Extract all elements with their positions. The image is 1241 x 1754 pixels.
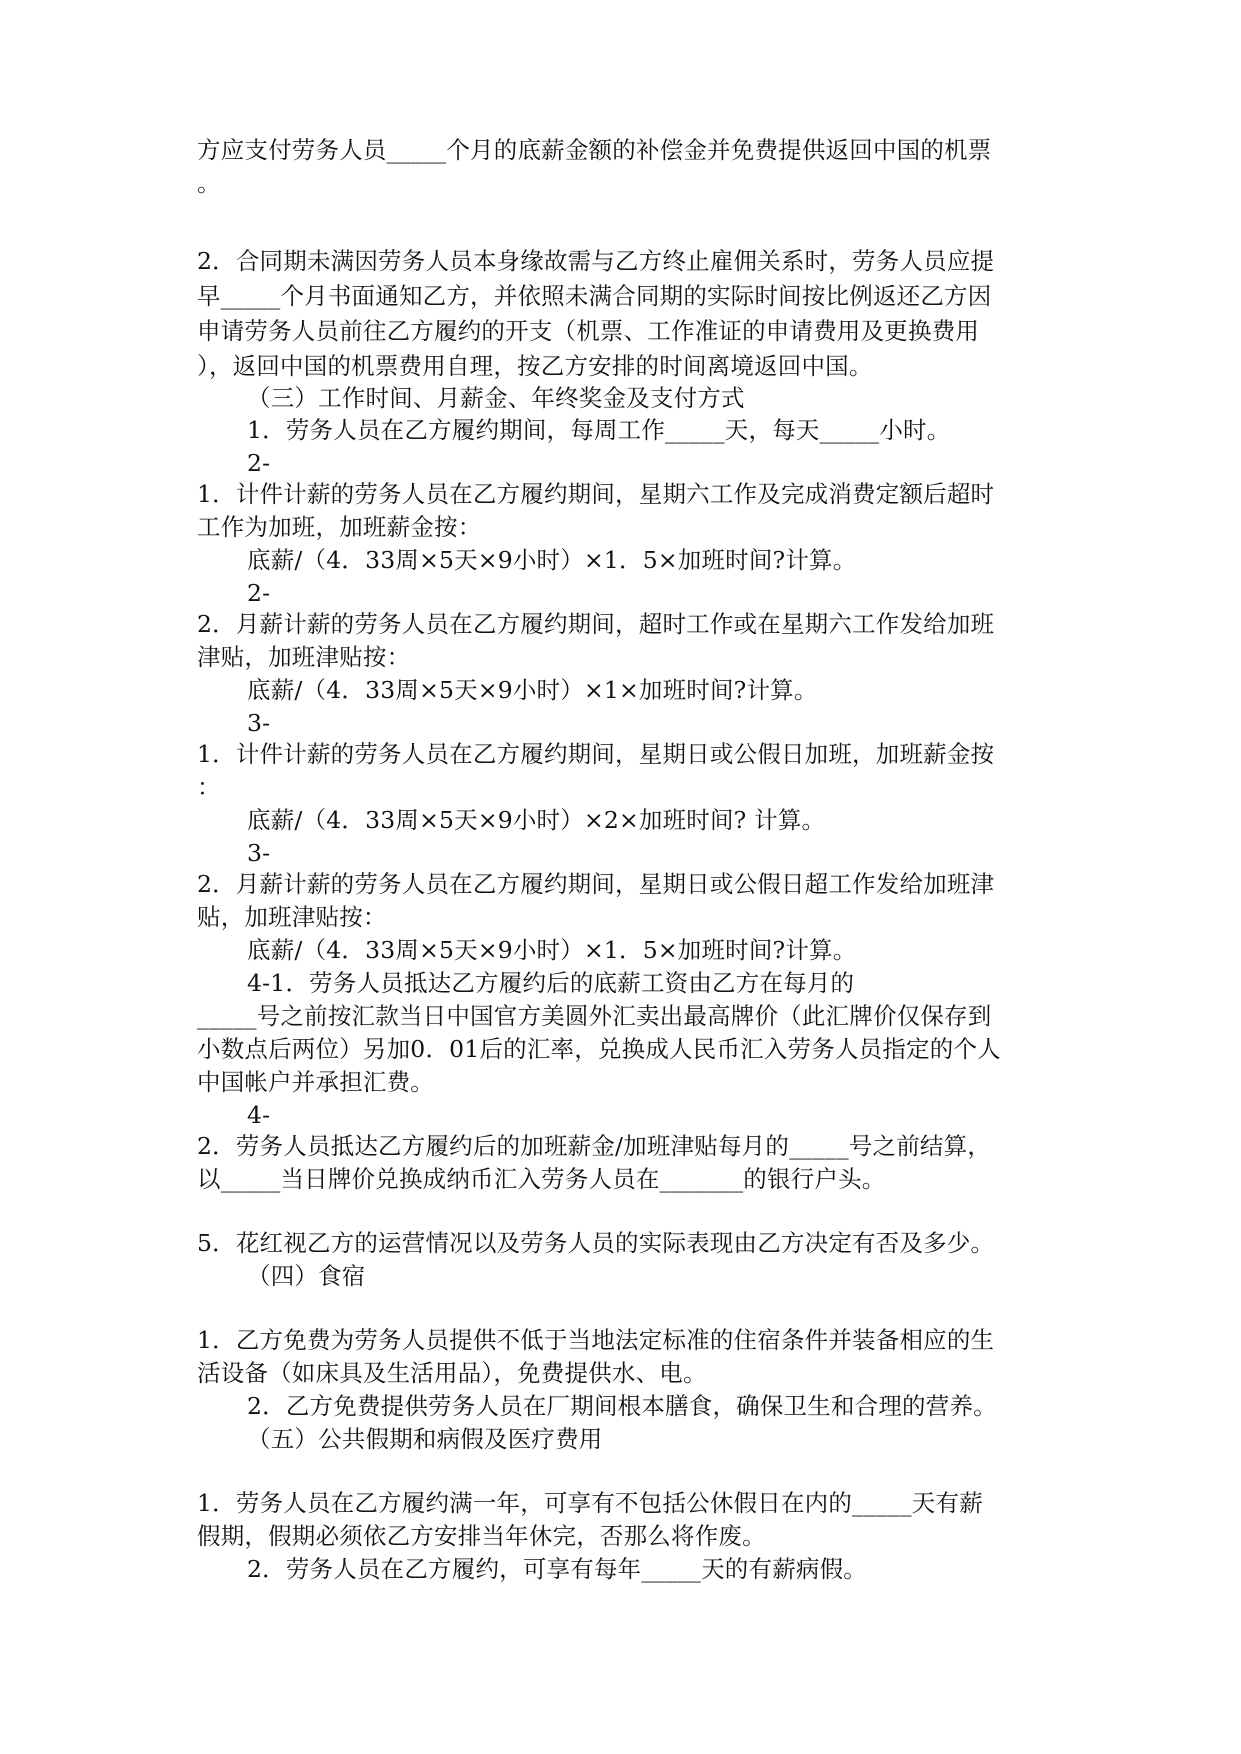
clause-number: 3- [247,839,271,867]
text-line: 早_____个月书面通知乙方，并依照未满合同期的实际时间按比例返还乙方因 [197,282,992,310]
formula-line: 底薪/（4．33周×5天×9小时）×1×加班时间?计算。 [247,676,818,704]
text-line: 小数点后两位）另加0．01后的汇率，兑换成人民币汇入劳务人员指定的个人 [197,1035,1001,1063]
text-line: 1．劳务人员在乙方履约期间，每周工作_____天，每天_____小时。 [247,416,951,444]
text-line: 2．乙方免费提供劳务人员在厂期间根本膳食，确保卫生和合理的营养。 [247,1392,997,1420]
formula-line: 底薪/（4．33周×5天×9小时）×2×加班时间? 计算。 [247,806,826,834]
text-line: 5．花红视乙方的运营情况以及劳务人员的实际表现由乙方决定有否及多少。 [197,1229,995,1257]
text-line: 2．月薪计薪的劳务人员在乙方履约期间，超时工作或在星期六工作发给加班 [197,610,995,638]
section-heading: （五）公共假期和病假及医疗费用 [247,1425,603,1453]
text-line: _____号之前按汇款当日中国官方美圆外汇卖出最高牌价（此汇牌价仅保存到 [197,1002,992,1030]
text-line: 以_____当日牌价兑换成纳币汇入劳务人员在_______的银行户头。 [197,1165,886,1193]
clause-number: 2- [247,579,271,607]
clause-number: 3- [247,709,271,737]
text-line: 1．劳务人员在乙方履约满一年，可享有不包括公休假日在内的_____天有薪 [197,1489,983,1517]
text-line: 2．劳务人员在乙方履约，可享有每年_____天的有薪病假。 [247,1555,868,1583]
text-line: 方应支付劳务人员_____个月的底薪金额的补偿金并免费提供返回中国的机票 [197,136,992,164]
text-line: 活设备（如床具及生活用品），免费提供水、电。 [197,1359,707,1387]
text-line: 中国帐户并承担汇费。 [197,1068,434,1096]
text-line: 。 [197,169,221,197]
text-line: 申请劳务人员前往乙方履约的开支（机票、工作准证的申请费用及更换费用 [197,317,980,345]
text-line: 2．劳务人员抵达乙方履约后的加班薪金/加班津贴每月的_____号之前结算， [197,1132,992,1160]
clause-number: 2- [247,449,271,477]
section-heading: （三）工作时间、月薪金、年终奖金及支付方式 [247,384,745,412]
section-heading: （四）食宿 [247,1262,366,1290]
text-line: ），返回中国的机票费用自理，按乙方安排的时间离境返回中国。 [197,352,873,380]
formula-line: 底薪/（4．33周×5天×9小时）×1．5×加班时间?计算。 [247,936,857,964]
formula-line: 底薪/（4．33周×5天×9小时）×1．5×加班时间?计算。 [247,546,857,574]
text-line: 贴，加班津贴按： [197,903,387,931]
text-line: 2．月薪计薪的劳务人员在乙方履约期间，星期日或公假日超工作发给加班津 [197,870,995,898]
text-line: 1．计件计薪的劳务人员在乙方履约期间，星期六工作及完成消费定额后超时 [197,480,995,508]
text-line: 1．计件计薪的劳务人员在乙方履约期间，星期日或公假日加班，加班薪金按 [197,740,995,768]
text-line: 假期，假期必须依乙方安排当年休完，否那么将作废。 [197,1522,766,1550]
text-line: 1．乙方免费为劳务人员提供不低于当地法定标准的住宿条件并装备相应的生 [197,1326,995,1354]
text-line: 工作为加班，加班薪金按： [197,513,482,541]
text-line: 津贴，加班津贴按： [197,643,411,671]
text-line: 4-1．劳务人员抵达乙方履约后的底薪工资由乙方在每月的 [247,969,855,997]
text-line: ： [197,773,221,801]
clause-number: 4- [247,1101,271,1129]
text-line: 2．合同期未满因劳务人员本身缘故需与乙方终止雇佣关系时，劳务人员应提 [197,247,995,275]
